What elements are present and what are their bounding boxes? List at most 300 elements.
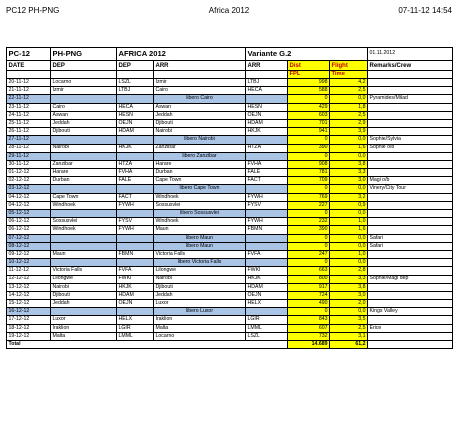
dep-code-cell: HKJK: [117, 283, 154, 291]
date-cell: 23-11-12: [7, 103, 51, 111]
subheader-empty: [7, 71, 51, 79]
flight-time-cell: 2,5: [330, 324, 368, 332]
arr-cell: Locarno: [154, 332, 246, 340]
dep-cell: Nairobi: [51, 144, 117, 152]
remarks-cell: [368, 291, 453, 299]
dep-cell: Lilongwe: [51, 275, 117, 283]
remarks-cell: [368, 160, 453, 168]
flight-time-cell: 0,0: [330, 242, 368, 250]
dep-code-cell: [117, 234, 154, 242]
dep-cell: Nairobi: [51, 283, 117, 291]
arr-cell: Izmir: [154, 79, 246, 87]
arr-code-cell: HKJK: [246, 275, 288, 283]
arr-code-cell: HELX: [246, 300, 288, 308]
table-row: [7, 324, 453, 332]
header-time: Time: [330, 71, 368, 79]
arr-code-cell: LSZL: [246, 332, 288, 340]
rest-day-label: libero Cape Town: [154, 185, 246, 193]
table-row: [7, 177, 453, 185]
dep-cell: [51, 152, 117, 160]
dist-cell: 247: [288, 250, 330, 258]
arr-code-cell: [246, 185, 288, 193]
header-arr: ARR: [154, 61, 246, 71]
arr-code-cell: FWKI: [246, 267, 288, 275]
dep-code-cell: FALE: [117, 177, 154, 185]
flight-time-cell: 2,8: [330, 267, 368, 275]
table-row: [7, 128, 453, 136]
remarks-cell: Pyramides/Milad: [368, 95, 453, 103]
header-date: DATE: [7, 61, 51, 71]
dep-cell: Cape Town: [51, 193, 117, 201]
dist-cell: 908: [288, 160, 330, 168]
dep-cell: [51, 242, 117, 250]
rest-day-label: libero Sossusvlei: [154, 210, 246, 218]
arr-cell: Maun: [154, 226, 246, 234]
total-dist: 14.689: [288, 341, 330, 349]
dist-cell: 0: [288, 242, 330, 250]
dep-code-cell: [117, 259, 154, 267]
dep-code-cell: HDAM: [117, 128, 154, 136]
dep-cell: [51, 308, 117, 316]
remarks-cell: [368, 152, 453, 160]
table-row: [7, 87, 453, 95]
date-cell: 25-11-12: [7, 119, 51, 127]
arr-code-cell: HTZA: [246, 144, 288, 152]
dist-cell: 769: [288, 193, 330, 201]
dep-code-cell: HDAM: [117, 291, 154, 299]
date-cell: 13-12-12: [7, 283, 51, 291]
flight-time-cell: 0,9: [330, 201, 368, 209]
dep-code-cell: FYWH: [117, 226, 154, 234]
flight-time-cell: 2,5: [330, 111, 368, 119]
date-cell: 03-12-12: [7, 185, 51, 193]
table-row: [7, 300, 453, 308]
dep-code-cell: [117, 136, 154, 144]
rest-day-label: libero Zanzibar: [154, 152, 246, 160]
dep-code-cell: HECA: [117, 103, 154, 111]
dep-code-cell: [117, 185, 154, 193]
arr-code-cell: [246, 95, 288, 103]
table-row: [7, 332, 453, 340]
remarks-cell: [368, 193, 453, 201]
arr-cell: Cape Town: [154, 177, 246, 185]
dep-code-cell: HELX: [117, 316, 154, 324]
table-row: [7, 111, 453, 119]
flight-time-cell: 1,0: [330, 218, 368, 226]
total-row: [7, 341, 453, 349]
remarks-cell: [368, 332, 453, 340]
flight-time-cell: 1,6: [330, 144, 368, 152]
remarks-cell: [368, 119, 453, 127]
dist-cell: 0: [288, 259, 330, 267]
date-cell: 22-11-12: [7, 95, 51, 103]
dist-cell: 663: [288, 267, 330, 275]
rest-day-label: libero Maun: [154, 234, 246, 242]
subheader-empty: [117, 71, 154, 79]
remarks-cell: [368, 259, 453, 267]
version-date: 01.11.2012: [368, 48, 453, 61]
dep-cell: [51, 95, 117, 103]
remarks-cell: Vinery/City Tour: [368, 185, 453, 193]
arr-cell: Windhoek: [154, 218, 246, 226]
flight-time-cell: 2,0: [330, 300, 368, 308]
dep-cell: Cairo: [51, 103, 117, 111]
column-subheader-row: [7, 71, 453, 79]
page-header-left: PC12 PH-PNG: [6, 6, 60, 15]
remarks-cell: [368, 316, 453, 324]
arr-code-cell: FYSV: [246, 201, 288, 209]
arr-code-cell: [246, 259, 288, 267]
arr-code-cell: [246, 308, 288, 316]
dep-code-cell: [117, 242, 154, 250]
dist-cell: 0: [288, 210, 330, 218]
arr-code-cell: HDAM: [246, 119, 288, 127]
flight-schedule-table: [6, 47, 453, 349]
dep-code-cell: [117, 308, 154, 316]
arr-cell: Durban: [154, 169, 246, 177]
table-row: [7, 226, 453, 234]
dist-cell: 232: [288, 218, 330, 226]
arr-cell: Djibouti: [154, 119, 246, 127]
flight-time-cell: 0,0: [330, 234, 368, 242]
flight-time-cell: 3,2: [330, 193, 368, 201]
arr-code-cell: [246, 242, 288, 250]
date-cell: 28-11-12: [7, 144, 51, 152]
date-cell: 04-12-12: [7, 193, 51, 201]
remarks-cell: [368, 218, 453, 226]
remarks-cell: Kings Valley: [368, 308, 453, 316]
rest-day-label: libero Maun: [154, 242, 246, 250]
arr-cell: Harare: [154, 160, 246, 168]
arr-code-cell: [246, 210, 288, 218]
trip-title: AFRICA 2012: [117, 48, 246, 61]
total-label: Total: [7, 341, 288, 349]
rest-day-row: [7, 259, 453, 267]
dep-code-cell: FACT: [117, 193, 154, 201]
table-row: [7, 267, 453, 275]
arr-cell: Nairobi: [154, 275, 246, 283]
dep-code-cell: FYWH: [117, 201, 154, 209]
date-cell: 16-12-12: [7, 308, 51, 316]
remarks-cell: Magi o/b: [368, 177, 453, 185]
dist-cell: 0: [288, 136, 330, 144]
flight-time-cell: 3,3: [330, 275, 368, 283]
subheader-empty: [246, 71, 288, 79]
dep-code-cell: LMML: [117, 332, 154, 340]
table-row: [7, 144, 453, 152]
arr-code-cell: OEJN: [246, 111, 288, 119]
dist-cell: 390: [288, 226, 330, 234]
dist-cell: 724: [288, 291, 330, 299]
subheader-empty: [154, 71, 246, 79]
arr-cell: Victoria Falls: [154, 250, 246, 258]
title-row: [7, 48, 453, 61]
rest-day-row: [7, 95, 453, 103]
dep-code-cell: HESN: [117, 111, 154, 119]
flight-time-cell: 0,0: [330, 308, 368, 316]
total-remarks-empty: [368, 341, 453, 349]
header-arr-code: ARR: [246, 61, 288, 71]
flight-time-cell: 3,5: [330, 316, 368, 324]
date-cell: 06-12-12: [7, 218, 51, 226]
rest-day-row: [7, 152, 453, 160]
date-cell: 06-12-12: [7, 226, 51, 234]
table-row: [7, 250, 453, 258]
dist-cell: 390: [288, 144, 330, 152]
dep-cell: Jeddah: [51, 300, 117, 308]
variant-label: Variante G.2: [246, 48, 368, 61]
date-cell: 11-12-12: [7, 267, 51, 275]
flight-time-cell: 0,0: [330, 152, 368, 160]
date-cell: 26-11-12: [7, 128, 51, 136]
aircraft-registration: PH-PNG: [51, 48, 117, 61]
remarks-cell: Sophie/Magi dep: [368, 275, 453, 283]
arr-code-cell: [246, 136, 288, 144]
arr-cell: Iraklion: [154, 316, 246, 324]
date-cell: 02-12-12: [7, 177, 51, 185]
dep-cell: Luxor: [51, 316, 117, 324]
dep-cell: Iraklion: [51, 324, 117, 332]
dist-cell: 0: [288, 152, 330, 160]
date-cell: 20-11-12: [7, 79, 51, 87]
remarks-cell: [368, 103, 453, 111]
flight-time-cell: 3,9: [330, 128, 368, 136]
rest-day-label: libero Nairobi: [154, 136, 246, 144]
flight-time-cell: 3,8: [330, 160, 368, 168]
arr-code-cell: FVFA: [246, 250, 288, 258]
table-row: [7, 283, 453, 291]
dist-cell: 998: [288, 79, 330, 87]
table-row: [7, 291, 453, 299]
table-row: [7, 201, 453, 209]
date-cell: 05-12-12: [7, 210, 51, 218]
dep-code-cell: FWKI: [117, 275, 154, 283]
flight-time-cell: 1,6: [330, 226, 368, 234]
dep-code-cell: HTZA: [117, 160, 154, 168]
aircraft-type: PC-12: [7, 48, 51, 61]
remarks-cell: [368, 87, 453, 95]
column-header-row: [7, 61, 453, 71]
remarks-cell: [368, 300, 453, 308]
dist-cell: 603: [288, 111, 330, 119]
dep-code-cell: [117, 210, 154, 218]
dep-cell: Maun: [51, 250, 117, 258]
date-cell: 21-11-12: [7, 87, 51, 95]
remarks-cell: Sophie o/b: [368, 144, 453, 152]
table-row: [7, 79, 453, 87]
remarks-cell: [368, 128, 453, 136]
flight-time-cell: 1,0: [330, 250, 368, 258]
date-cell: 01-12-12: [7, 169, 51, 177]
arr-code-cell: LTBJ: [246, 79, 288, 87]
remarks-cell: Safari: [368, 234, 453, 242]
subheader-empty: [51, 71, 117, 79]
table-row: [7, 275, 453, 283]
dep-cell: Locarno: [51, 79, 117, 87]
date-cell: 30-11-12: [7, 160, 51, 168]
date-cell: 17-12-12: [7, 316, 51, 324]
remarks-cell: [368, 267, 453, 275]
table-row: [7, 160, 453, 168]
table-row: [7, 316, 453, 324]
arr-cell: Lilongwe: [154, 267, 246, 275]
dep-cell: Malta: [51, 332, 117, 340]
dep-code-cell: LSZL: [117, 79, 154, 87]
rest-day-label: libero Cairo: [154, 95, 246, 103]
flight-time-cell: 0,0: [330, 259, 368, 267]
dist-cell: 588: [288, 87, 330, 95]
dist-cell: 800: [288, 275, 330, 283]
table-row: [7, 103, 453, 111]
flight-time-cell: 1,8: [330, 103, 368, 111]
dep-code-cell: OEJN: [117, 300, 154, 308]
arr-code-cell: FALE: [246, 169, 288, 177]
dep-code-cell: OEJN: [117, 119, 154, 127]
arr-code-cell: LMML: [246, 324, 288, 332]
remarks-cell: [368, 250, 453, 258]
dist-cell: 843: [288, 316, 330, 324]
date-cell: 12-12-12: [7, 275, 51, 283]
header-flight: Flight: [330, 61, 368, 71]
dep-code-cell: FYSV: [117, 218, 154, 226]
arr-code-cell: HKJK: [246, 128, 288, 136]
table-row: [7, 119, 453, 127]
remarks-cell: Safari: [368, 242, 453, 250]
date-cell: 18-12-12: [7, 324, 51, 332]
arr-code-cell: HESN: [246, 103, 288, 111]
dist-cell: 607: [288, 324, 330, 332]
dep-cell: Djibouti: [51, 291, 117, 299]
dist-cell: 0: [288, 185, 330, 193]
dist-cell: 917: [288, 283, 330, 291]
arr-code-cell: HDAM: [246, 283, 288, 291]
remarks-cell: Sophie/Sylvia: [368, 136, 453, 144]
dep-cell: Sossusvlei: [51, 218, 117, 226]
dep-cell: Windhoek: [51, 226, 117, 234]
header-dep-code: DEP: [117, 61, 154, 71]
dist-cell: 429: [288, 103, 330, 111]
flight-time-cell: 3,8: [330, 283, 368, 291]
arr-cell: Luxor: [154, 300, 246, 308]
arr-cell: Nairobi: [154, 128, 246, 136]
subheader-empty: [368, 71, 453, 79]
remarks-cell: [368, 201, 453, 209]
dep-code-cell: FVFA: [117, 267, 154, 275]
arr-code-cell: HECA: [246, 87, 288, 95]
dist-cell: 0: [288, 308, 330, 316]
flight-time-cell: 2,9: [330, 119, 368, 127]
rest-day-row: [7, 185, 453, 193]
header-dist: Dist: [288, 61, 330, 71]
rest-day-row: [7, 210, 453, 218]
arr-cell: Djibouti: [154, 283, 246, 291]
dep-cell: Djibouti: [51, 128, 117, 136]
flight-time-cell: 3,1: [330, 332, 368, 340]
dist-cell: 709: [288, 177, 330, 185]
arr-code-cell: FBMN: [246, 226, 288, 234]
table-row: [7, 193, 453, 201]
dep-code-cell: [117, 152, 154, 160]
dist-cell: 732: [288, 332, 330, 340]
dist-cell: 781: [288, 169, 330, 177]
table-row: [7, 169, 453, 177]
arr-cell: Sossusvlei: [154, 201, 246, 209]
dep-cell: Victoria Falls: [51, 267, 117, 275]
dep-cell: [51, 210, 117, 218]
arr-code-cell: [246, 152, 288, 160]
date-cell: 15-12-12: [7, 300, 51, 308]
date-cell: 19-12-12: [7, 332, 51, 340]
arr-cell: Jeddah: [154, 291, 246, 299]
flight-time-cell: 0,0: [330, 95, 368, 103]
arr-code-cell: FYWH: [246, 193, 288, 201]
dep-code-cell: LTBJ: [117, 87, 154, 95]
flight-time-cell: 0,0: [330, 210, 368, 218]
remarks-cell: [368, 111, 453, 119]
arr-code-cell: OEJN: [246, 291, 288, 299]
dist-cell: 0: [288, 95, 330, 103]
dep-code-cell: FVHA: [117, 169, 154, 177]
date-cell: 27-11-12: [7, 136, 51, 144]
arr-code-cell: LGIR: [246, 316, 288, 324]
remarks-cell: [368, 210, 453, 218]
remarks-cell: [368, 79, 453, 87]
dist-cell: 941: [288, 128, 330, 136]
dep-code-cell: LGIR: [117, 324, 154, 332]
header-dep: DEP: [51, 61, 117, 71]
page-header-title: Africa 2012: [208, 6, 250, 15]
date-cell: 08-12-12: [7, 242, 51, 250]
rest-day-row: [7, 136, 453, 144]
arr-cell: Jeddah: [154, 111, 246, 119]
dep-cell: [51, 259, 117, 267]
arr-code-cell: [246, 234, 288, 242]
table-row: [7, 218, 453, 226]
dep-code-cell: FBMN: [117, 250, 154, 258]
arr-cell: Windhoek: [154, 193, 246, 201]
arr-code-cell: FACT: [246, 177, 288, 185]
flight-time-cell: 2,5: [330, 87, 368, 95]
rest-day-label: libero Victoria Falls: [154, 259, 246, 267]
dep-cell: Harare: [51, 169, 117, 177]
header-fpl: FPL: [288, 71, 330, 79]
dep-cell: Jeddah: [51, 119, 117, 127]
rest-day-row: [7, 308, 453, 316]
flight-time-cell: 4,2: [330, 79, 368, 87]
arr-code-cell: FVHA: [246, 160, 288, 168]
dep-cell: Izmir: [51, 87, 117, 95]
arr-cell: Cairo: [154, 87, 246, 95]
date-cell: 07-12-12: [7, 234, 51, 242]
flight-time-cell: 3,3: [330, 169, 368, 177]
dist-cell: 227: [288, 201, 330, 209]
remarks-cell: Erice: [368, 324, 453, 332]
date-cell: 29-11-12: [7, 152, 51, 160]
flight-time-cell: 3,0: [330, 291, 368, 299]
page-header: [6, 6, 452, 18]
remarks-cell: [368, 169, 453, 177]
header-remarks: Remarks/Crew: [368, 61, 453, 71]
date-cell: 09-12-12: [7, 250, 51, 258]
arr-cell: Aswan: [154, 103, 246, 111]
remarks-cell: [368, 226, 453, 234]
dep-cell: Aswan: [51, 111, 117, 119]
dep-cell: Durban: [51, 177, 117, 185]
date-cell: 14-12-12: [7, 291, 51, 299]
dep-cell: Windhoek: [51, 201, 117, 209]
remarks-cell: [368, 283, 453, 291]
arr-code-cell: FYWH: [246, 218, 288, 226]
